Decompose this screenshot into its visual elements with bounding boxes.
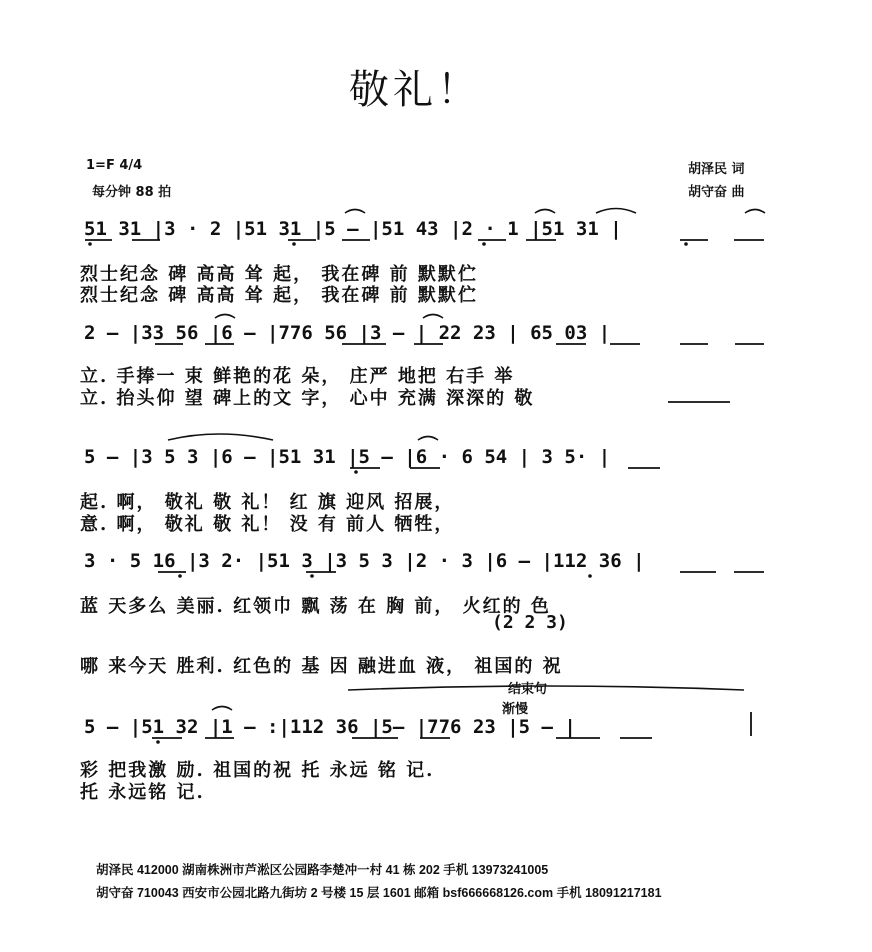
slur-mark: [535, 210, 555, 214]
octave-dot: [310, 574, 314, 578]
slur-mark: [745, 210, 765, 214]
lyricist-credit: 胡泽民 词: [688, 162, 745, 177]
octave-dot: [88, 242, 92, 246]
lyrics-row-1-verse-1: 烈士纪念 碑 高高 耸 起， 我在碑 前 默默伫: [80, 264, 478, 285]
ending-bracket: [348, 686, 744, 690]
tempo-marking: 每分钟 88 拍: [92, 185, 172, 200]
ending-label: 结束句: [508, 682, 548, 697]
footer-composer-contact: 胡守奋 710043 西安市公园北路九街坊 2 号楼 15 层 1601 邮箱 bsf666668126.com 手机 18091217181: [96, 886, 662, 900]
slur-mark: [345, 210, 365, 214]
slur-mark: [418, 437, 438, 441]
lyrics-row-2-verse-1: 立. 手捧一 束 鲜艳的花 朵， 庄严 地把 右手 举: [80, 366, 515, 387]
lyrics-row-3-verse-1: 起. 啊， 敬礼 敬 礼！ 红 旗 迎风 招展，: [80, 492, 455, 513]
octave-dot: [684, 242, 688, 246]
variant-notes: (2 2 3): [492, 612, 568, 633]
lyrics-row-5-verse-2: 托 永远铭 记.: [80, 782, 205, 803]
song-title: 敬礼！: [349, 67, 481, 113]
slur-mark: [212, 707, 232, 711]
octave-dot: [178, 574, 182, 578]
octave-dot: [292, 242, 296, 246]
lyrics-row-1-verse-2: 烈士纪念 碑 高高 耸 起， 我在碑 前 默默伫: [80, 285, 478, 306]
notation-row-5: 5 — |51 32 |1 — :|112 36 |5— |776 23 |5 — |: [84, 716, 576, 738]
lyrics-row-4-verse-2: 哪 来今天 胜利. 红色的 基 因 融进血 液， 祖国的 祝: [80, 656, 563, 677]
octave-dot: [354, 470, 358, 474]
notation-row-1: 51 31 |3 · 2 |51 31 |5 — |51 43 |2 · 1 |51 31 |: [84, 218, 622, 240]
lyrics-row-2-verse-2: 立. 抬头仰 望 碑上的文 字， 心中 充满 深深的 敬: [80, 388, 535, 409]
footer-lyricist-contact: 胡泽民 412000 湖南株洲市芦淞区公园路李楚冲一村 41 栋 202 手机 13973241005: [96, 863, 549, 877]
notation-row-2: 2 — |33 56 |6 — |776 56 |3 — | 22 23 | 65 03 |: [84, 322, 611, 344]
key-signature: 1=F 4/4: [86, 158, 143, 173]
octave-dot: [156, 740, 160, 744]
composer-credit: 胡守奋 曲: [688, 185, 745, 200]
ritardando-label: 渐慢: [502, 702, 529, 717]
lyrics-row-5-verse-1: 彩 把我激 励. 祖国的祝 托 永远 铭 记.: [80, 760, 435, 781]
lyrics-row-3-verse-2: 意. 啊， 敬礼 敬 礼！ 没 有 前人 牺牲，: [80, 514, 455, 535]
lyrics-row-4-verse-1: 蓝 天多么 美丽. 红领巾 飘 荡 在 胸 前， 火红的 色: [80, 596, 551, 617]
notation-row-4: 3 · 5 16 |3 2· |51 3 |3 5 3 |2 · 3 |6 — |112 36 |: [84, 550, 645, 572]
slur-mark: [423, 315, 443, 319]
octave-dot: [482, 242, 486, 246]
slur-mark: [596, 209, 636, 214]
slur-mark: [168, 434, 273, 440]
notation-row-3: 5 — |3 5 3 |6 — |51 31 |5 — |6 · 6 54 | 3 5· |: [84, 446, 611, 468]
octave-dot: [588, 574, 592, 578]
slur-mark: [215, 315, 235, 319]
